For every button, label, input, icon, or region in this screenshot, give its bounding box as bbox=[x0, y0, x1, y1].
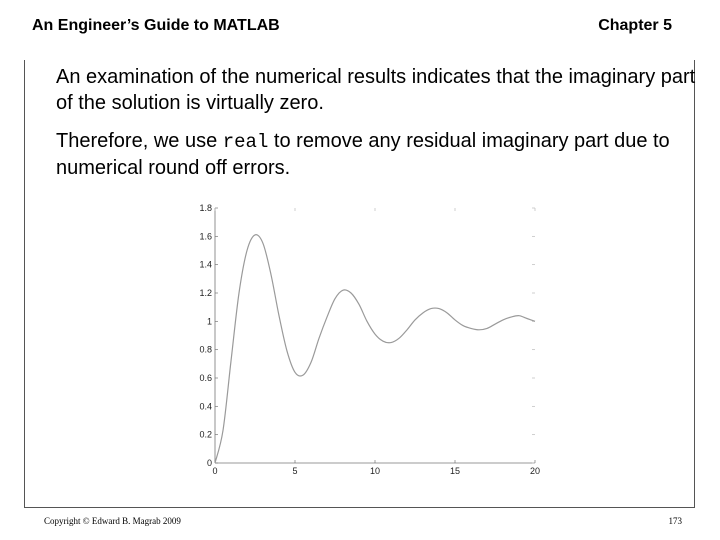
x-tick-label-0: 0 bbox=[212, 466, 218, 476]
chapter-label: Chapter 5 bbox=[598, 17, 672, 34]
y-tick-label-1: 0.2 bbox=[199, 429, 212, 440]
copyright-footer: Copyright © Edward B. Magrab 2009 bbox=[44, 516, 181, 526]
y-tick-label-5: 1 bbox=[206, 316, 212, 327]
y-tick-label-7: 1.4 bbox=[199, 259, 212, 270]
paragraph-examination: An examination of the numerical results indicates that the imaginary part of the solution is virtually zero. bbox=[56, 66, 696, 114]
y-tick-label-0: 0 bbox=[206, 458, 212, 468]
y-tick-label-6: 1.2 bbox=[199, 288, 212, 298]
x-tick-label-3: 15 bbox=[449, 466, 461, 476]
y-tick-label-3: 0.6 bbox=[199, 373, 212, 383]
y-tick-label-4: 0.8 bbox=[199, 344, 212, 355]
series-line-response bbox=[215, 235, 535, 463]
paragraph-therefore-start: Therefore, we use bbox=[56, 130, 223, 152]
y-tick-label-8: 1.6 bbox=[199, 231, 212, 242]
y-tick-label-9: 1.8 bbox=[199, 203, 212, 213]
code-real: real bbox=[222, 131, 269, 153]
x-tick-label-4: 20 bbox=[529, 466, 541, 476]
x-tick-label-2: 10 bbox=[369, 466, 381, 476]
paragraph-therefore-end: to remove any residual imaginary part due to numerical round off errors. bbox=[56, 130, 670, 179]
x-tick-label-1: 5 bbox=[292, 466, 298, 476]
y-tick-label-2: 0.4 bbox=[199, 401, 212, 412]
slide-title: An Engineer’s Guide to MATLAB bbox=[32, 17, 280, 34]
page-number: 173 bbox=[668, 516, 682, 526]
